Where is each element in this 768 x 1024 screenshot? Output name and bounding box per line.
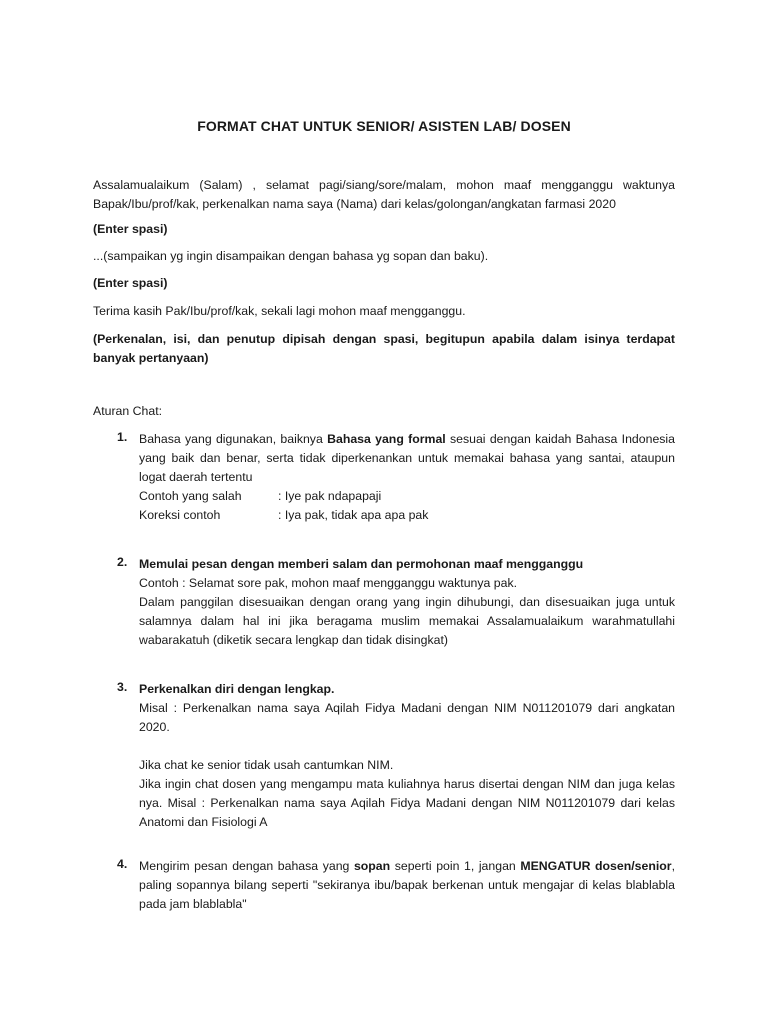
rule-3-lecturer-note: Jika ingin chat dosen yang mengampu mata kuliahnya harus disertai dengan NIM dan juga kelas nya. Misal : Perkenalkan nama saya Aqilah Fidya Madani dengan NIM N011201079 dari kelas Anatomi dan Fisiologi A: [139, 777, 675, 829]
enter-space-note-1: (Enter spasi): [93, 222, 168, 236]
rule-4: [139, 857, 675, 914]
rule-3-heading: Perkenalkan diri dengan lengkap.: [139, 682, 335, 696]
page-title: FORMAT CHAT UNTUK SENIOR/ ASISTEN LAB/ DOSEN: [197, 118, 571, 134]
rule-2-example: Contoh : Selamat sore pak, mohon maaf mengganggu waktunya pak.: [139, 576, 518, 590]
wrong-example-value: : Iye pak ndapapaji: [278, 489, 382, 503]
rule-number: 2.: [117, 555, 128, 569]
correction-value: : Iya pak, tidak apa apa pak: [278, 508, 429, 522]
body-paragraph: ...(sampaikan yg ingin disampaikan dengan bahasa yg sopan dan baku).: [93, 249, 489, 263]
rule-1-emphasis: Bahasa yang formal: [327, 432, 446, 446]
greeting-paragraph: Assalamualaikum (Salam) , selamat pagi/siang/sore/malam, mohon maaf mengganggu waktunya Bapak/Ibu/prof/kak, perkenalkan nama saya (Nama) dari kelas/golongan/angkatan farmasi 2020: [93, 178, 675, 211]
rule-number: 4.: [117, 857, 128, 871]
wrong-example-label: Contoh yang salah: [139, 489, 242, 503]
rule-3-senior-note: Jika chat ke senior tidak usah cantumkan NIM.: [139, 758, 394, 772]
rule-number: 3.: [117, 680, 128, 694]
rule-4-text: Mengirim pesan dengan bahasa yang sopan seperti poin 1, jangan MENGATUR dosen/senior, paling sopannya bilang seperti "sekiranya ibu/bapak berkenan untuk mengajar di kelas blablabla pada jam blablabla": [139, 859, 675, 911]
rule-4-emphasis-command: MENGATUR dosen/senior: [520, 859, 672, 873]
correction-row: [139, 506, 675, 525]
rule-4-emphasis-polite: sopan: [353, 859, 391, 873]
rule-3-example: Misal : Perkenalkan nama saya Aqilah Fidya Madani dengan NIM N011201079 dari angkatan 2020.: [139, 701, 675, 734]
rules-heading: Aturan Chat:: [93, 404, 163, 418]
rule-2-heading: Memulai pesan dengan memberi salam dan permohonan maaf mengganggu: [139, 557, 584, 571]
structure-note: (Perkenalan, isi, dan penutup dipisah dengan spasi, begitupun apabila dalam isinya terdapat banyak pertanyaan): [93, 332, 675, 365]
rule-2-detail: Dalam panggilan disesuaikan dengan orang yang ingin dihubungi, dan disesuaikan juga untuk salamnya dalam hal ini jika beragama muslim memakai Assalamualaikum warahmatullahi wabarakatuh (diketik secara lengkap dan tidak disingkat): [139, 595, 675, 647]
correction-label: Koreksi contoh: [139, 508, 221, 522]
rule-1-text: Bahasa yang digunakan, baiknya Bahasa yang formal sesuai dengan kaidah Bahasa Indonesia yang baik dan benar, serta tidak diperkenankan untuk memakai bahasa yang santai, ataupun logat daerah tertentu: [139, 432, 675, 484]
rule-3: [139, 680, 675, 832]
rule-2: [139, 555, 675, 650]
closing-paragraph: Terima kasih Pak/Ibu/prof/kak, sekali lagi mohon maaf mengganggu.: [93, 304, 466, 318]
rule-number: 1.: [117, 430, 128, 444]
wrong-example-row: [139, 487, 675, 506]
rule-1: [139, 430, 675, 525]
enter-space-note-2: (Enter spasi): [93, 276, 168, 290]
